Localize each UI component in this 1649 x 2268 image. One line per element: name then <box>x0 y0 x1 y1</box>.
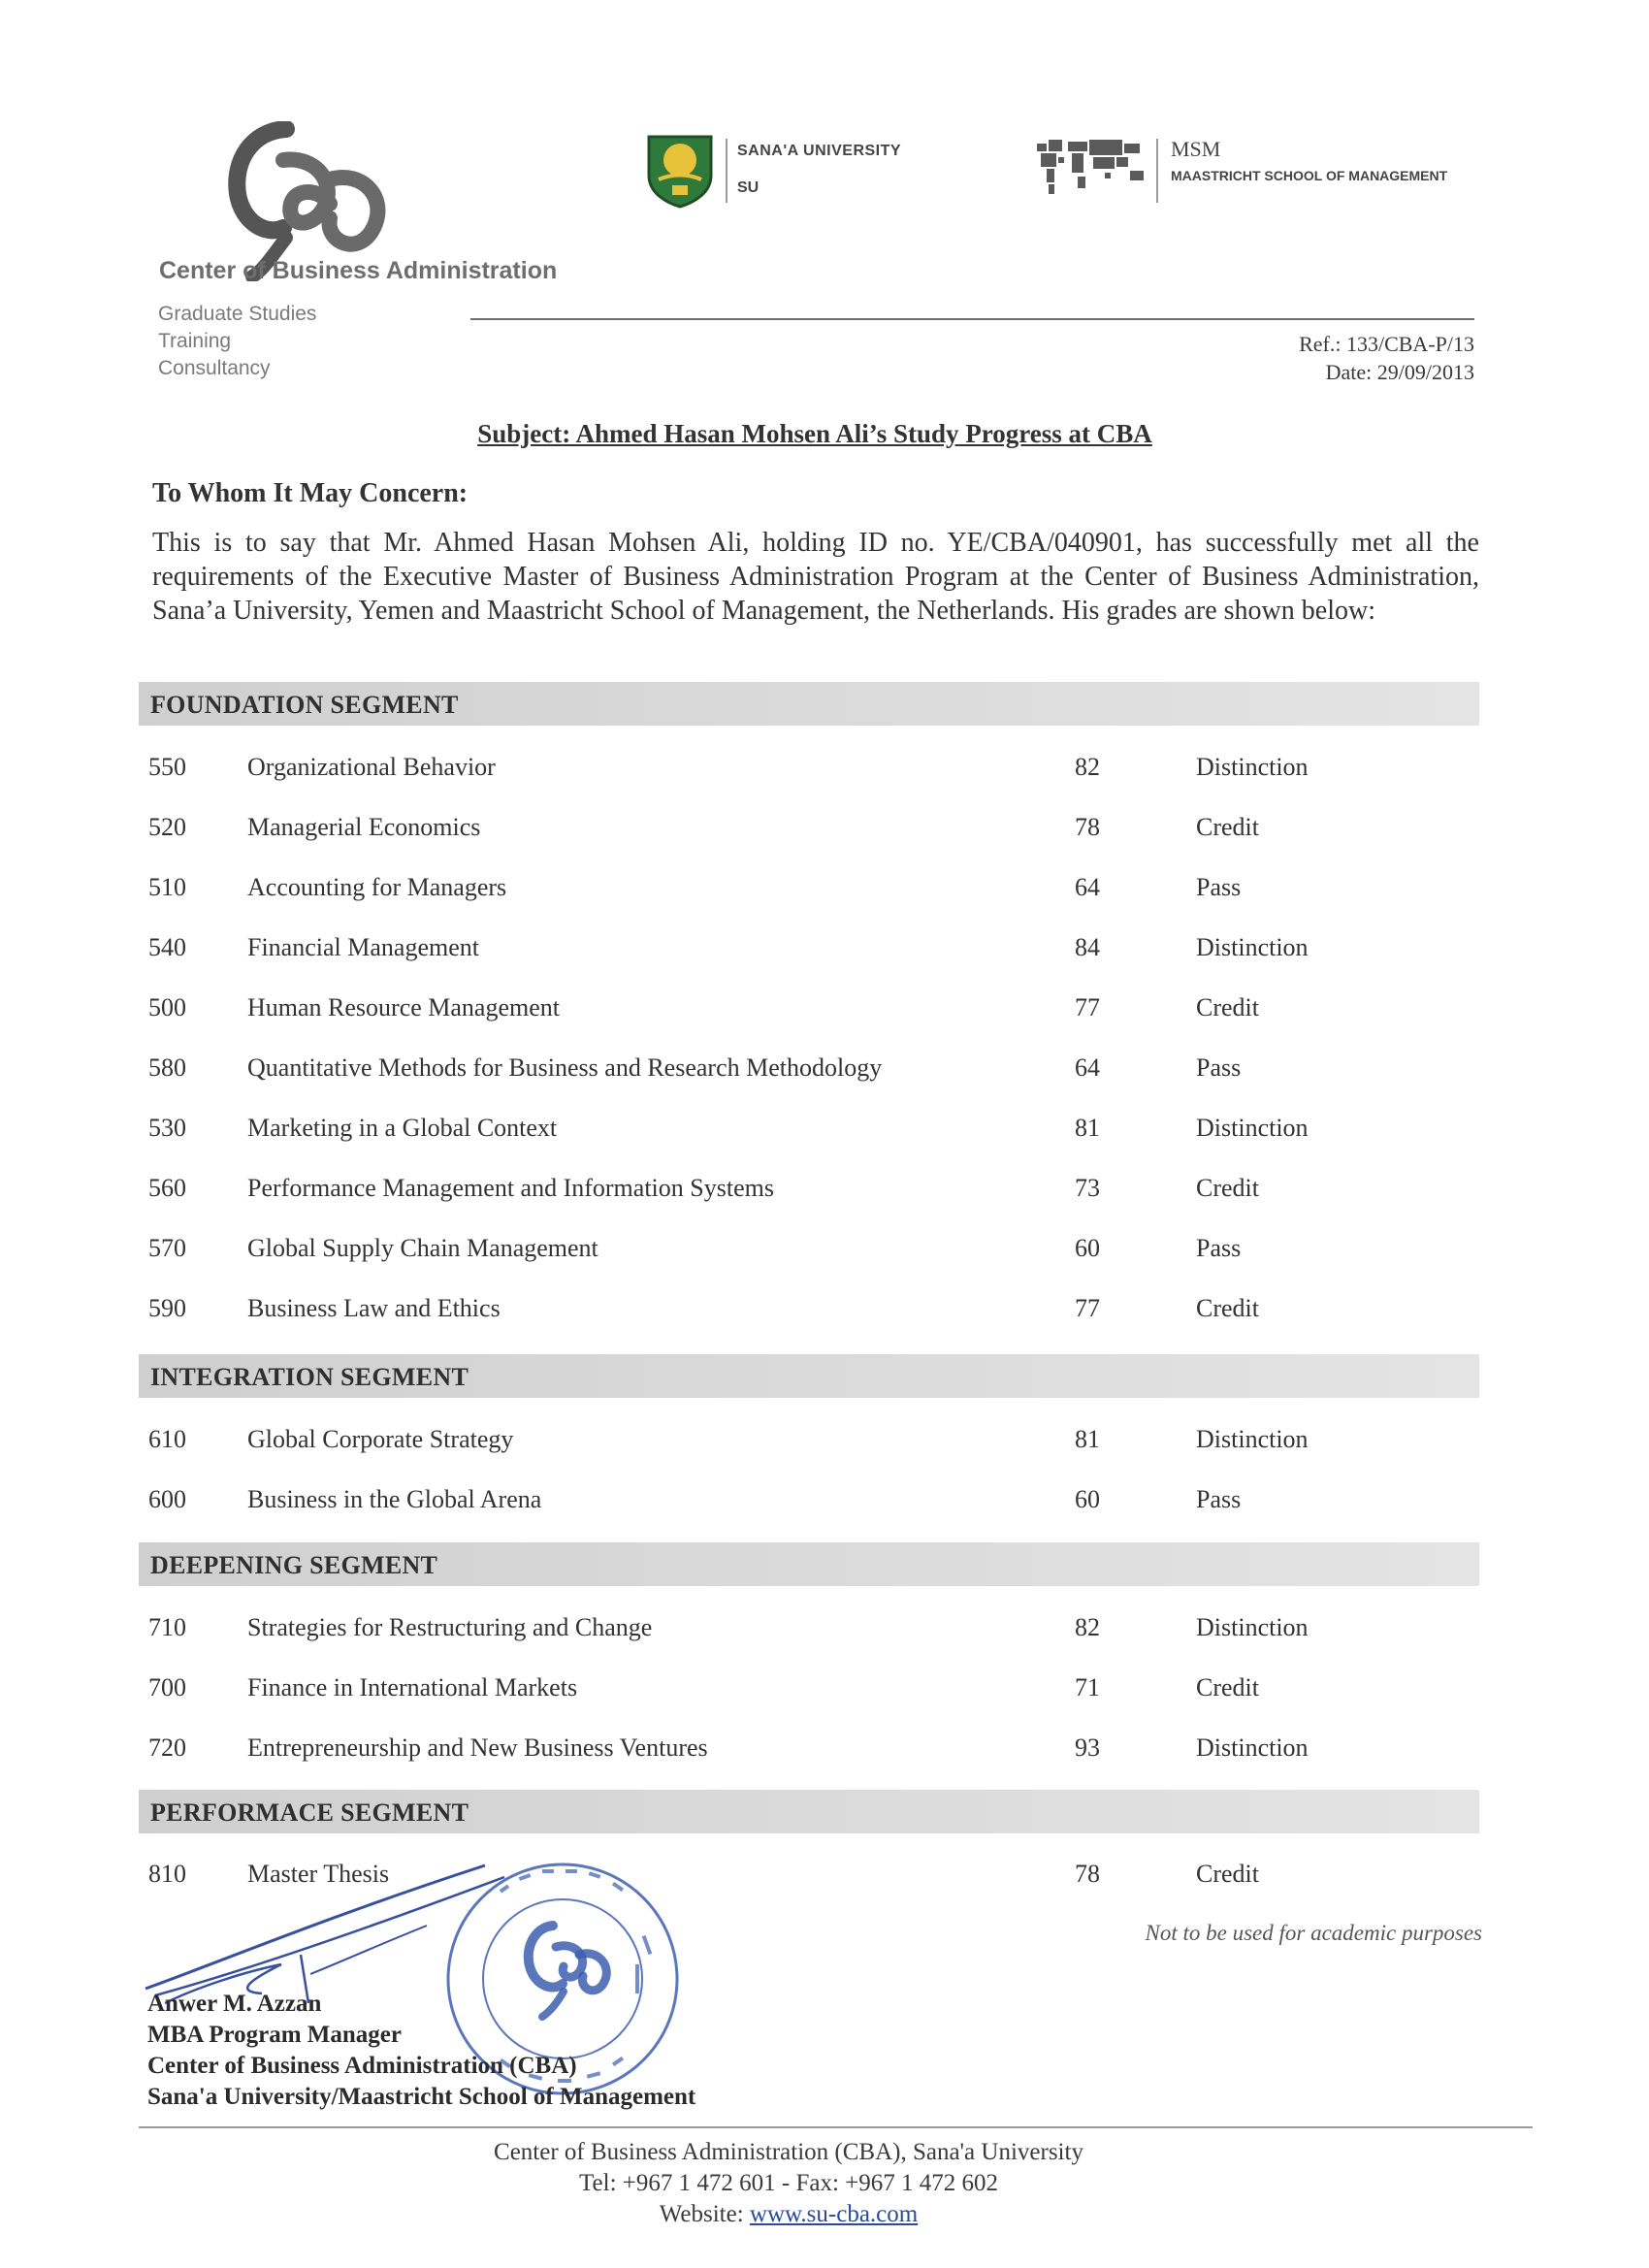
course-grade: Pass <box>1196 873 1242 901</box>
msm-divider <box>1156 139 1158 203</box>
cba-taglines <box>158 301 316 382</box>
course-code: 530 <box>148 1114 186 1142</box>
table-row <box>0 1053 1552 1092</box>
course-mark: 82 <box>1075 1613 1100 1641</box>
course-mark: 64 <box>1075 873 1100 901</box>
segment-title: FOUNDATION SEGMENT <box>150 691 459 719</box>
su-divider <box>726 139 728 203</box>
course-code: 550 <box>148 753 186 781</box>
course-grade: Credit <box>1196 993 1259 1021</box>
course-grade: Distinction <box>1196 933 1309 961</box>
tagline-graduate-studies: Graduate Studies <box>158 303 317 325</box>
course-mark: 71 <box>1075 1673 1100 1701</box>
course-mark: 78 <box>1075 1860 1100 1888</box>
course-name: Organizational Behavior <box>247 753 496 781</box>
course-code: 700 <box>148 1673 186 1701</box>
course-code: 710 <box>148 1613 186 1641</box>
course-grade: Pass <box>1196 1234 1242 1262</box>
course-name: Financial Management <box>247 933 479 961</box>
salutation: To Whom It May Concern: <box>152 478 469 508</box>
segment-header-performace <box>139 1790 1479 1833</box>
course-grade: Credit <box>1196 1174 1259 1202</box>
msm-abbr: MSM <box>1171 137 1221 161</box>
course-mark: 81 <box>1075 1425 1100 1453</box>
course-name: Business Law and Ethics <box>247 1294 501 1322</box>
course-mark: 60 <box>1075 1234 1100 1262</box>
table-row <box>0 1174 1552 1213</box>
course-mark: 84 <box>1075 933 1100 961</box>
course-grade: Pass <box>1196 1485 1242 1513</box>
segment-header-foundation <box>139 682 1479 726</box>
course-code: 560 <box>148 1174 186 1202</box>
disclaimer-note: Not to be used for academic purposes <box>1145 1921 1482 1945</box>
course-name: Human Resource Management <box>247 993 561 1021</box>
course-code: 810 <box>148 1860 186 1888</box>
course-mark: 60 <box>1075 1485 1100 1513</box>
intro-paragraph: This is to say that Mr. Ahmed Hasan Mohsen Ali, holding ID no. YE/CBA/040901, has successfully met all the requirements of the Executive Master of Business Administration Program at the Center of Business Administration, Sana’a University, Yemen and Maastricht School of Management, the Netherlands. His grades are shown below: <box>152 528 1479 626</box>
footer-website-line <box>139 2199 1439 2230</box>
course-code: 600 <box>148 1485 186 1513</box>
signatory-organization: Center of Business Administration (CBA) <box>147 2053 577 2079</box>
course-grade: Distinction <box>1196 753 1309 781</box>
signatory-block <box>147 1989 695 2113</box>
table-row <box>0 1673 1552 1712</box>
course-name: Marketing in a Global Context <box>247 1114 558 1142</box>
course-name: Finance in International Markets <box>247 1673 578 1701</box>
letter-date: Date: 29/09/2013 <box>1325 360 1474 384</box>
course-name: Accounting for Managers <box>247 873 507 901</box>
course-mark: 78 <box>1075 813 1100 841</box>
footer-website-label: Website: <box>659 2201 750 2227</box>
course-mark: 82 <box>1075 753 1100 781</box>
segment-header-integration <box>139 1354 1479 1398</box>
cba-logo <box>155 121 582 291</box>
letter-subject: Subject: Ahmed Hasan Mohsen Ali’s Study Progress at CBA <box>477 419 1152 448</box>
course-code: 580 <box>148 1053 186 1082</box>
table-row <box>0 753 1552 792</box>
course-grade: Credit <box>1196 1860 1259 1888</box>
course-code: 520 <box>148 813 186 841</box>
table-row <box>0 993 1552 1032</box>
course-grade: Distinction <box>1196 1114 1309 1142</box>
table-row <box>0 873 1552 912</box>
table-row <box>0 1485 1552 1524</box>
segment-title: INTEGRATION SEGMENT <box>150 1363 469 1391</box>
cba-name: Center of Business Administration <box>159 257 558 284</box>
course-code: 500 <box>148 993 186 1021</box>
footer-contact: Tel: +967 1 472 601 - Fax: +967 1 472 602 <box>579 2170 998 2196</box>
course-code: 570 <box>148 1234 186 1262</box>
tagline-consultancy: Consultancy <box>158 357 271 379</box>
university-emblem-icon <box>645 131 715 209</box>
table-row <box>0 1613 1552 1652</box>
course-mark: 93 <box>1075 1733 1100 1762</box>
course-name: Performance Management and Information Systems <box>247 1174 774 1202</box>
table-row <box>0 1294 1552 1333</box>
course-mark: 81 <box>1075 1114 1100 1142</box>
signatory-affiliation: Sana'a University/Maastricht School of Management <box>147 2084 696 2110</box>
course-code: 510 <box>148 873 186 901</box>
course-code: 720 <box>148 1733 186 1762</box>
course-grade: Credit <box>1196 1673 1259 1701</box>
course-grade: Distinction <box>1196 1733 1309 1762</box>
course-mark: 77 <box>1075 1294 1100 1322</box>
table-row <box>0 813 1552 852</box>
course-grade: Distinction <box>1196 1613 1309 1641</box>
signatory-title: MBA Program Manager <box>147 2022 402 2048</box>
su-name: SANA'A UNIVERSITY <box>737 143 902 159</box>
table-row <box>0 933 1552 972</box>
segment-title: PERFORMACE SEGMENT <box>150 1798 469 1827</box>
course-grade: Credit <box>1196 1294 1259 1322</box>
tagline-training: Training <box>158 330 232 352</box>
course-name: Entrepreneurship and New Business Ventures <box>247 1733 708 1762</box>
msm-name: MAASTRICHT SCHOOL OF MANAGEMENT <box>1171 168 1448 183</box>
footer-address: Center of Business Administration (CBA), Sana'a University <box>494 2139 1083 2165</box>
reference-number: Ref.: 133/CBA-P/13 <box>1299 332 1474 356</box>
su-abbr: SU <box>737 179 760 196</box>
table-row <box>0 1114 1552 1152</box>
course-mark: 64 <box>1075 1053 1100 1082</box>
course-grade: Pass <box>1196 1053 1242 1082</box>
course-name: Business in the Global Arena <box>247 1485 542 1513</box>
course-name: Global Corporate Strategy <box>247 1425 514 1453</box>
course-name: Master Thesis <box>247 1860 390 1888</box>
table-row <box>0 1733 1552 1772</box>
table-row <box>0 1425 1552 1464</box>
course-grade: Credit <box>1196 813 1259 841</box>
course-mark: 73 <box>1075 1174 1100 1202</box>
footer <box>139 2137 1439 2230</box>
course-code: 590 <box>148 1294 186 1322</box>
course-name: Strategies for Restructuring and Change <box>247 1613 653 1641</box>
course-name: Quantitative Methods for Business and Research Methodology <box>247 1053 883 1082</box>
table-row <box>0 1234 1552 1273</box>
website-link[interactable]: www.su-cba.com <box>749 2201 919 2227</box>
course-grade: Distinction <box>1196 1425 1309 1453</box>
footer-rule <box>139 2126 1533 2128</box>
course-name: Global Supply Chain Management <box>247 1234 598 1262</box>
course-code: 610 <box>148 1425 186 1453</box>
segment-header-deepening <box>139 1542 1479 1586</box>
world-map-icon <box>1033 136 1149 202</box>
course-mark: 77 <box>1075 993 1100 1021</box>
reference-block <box>1116 330 1474 386</box>
header-rule <box>470 318 1474 320</box>
course-code: 540 <box>148 933 186 961</box>
segment-title: DEEPENING SEGMENT <box>150 1551 438 1579</box>
course-name: Managerial Economics <box>247 813 481 841</box>
signatory-name: Anwer M. Azzan <box>147 1991 322 2017</box>
